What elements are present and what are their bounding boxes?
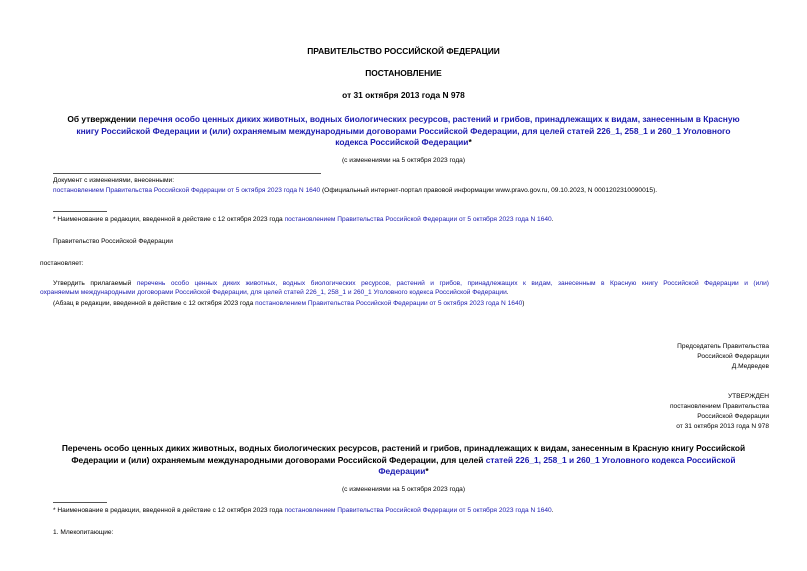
date-number-heading: от 31 октября 2013 года N 978: [342, 90, 465, 100]
approved-block: [469, 392, 769, 432]
changes-rule: [53, 173, 321, 174]
changes-label: Документ с изменениями, внесенными:: [53, 177, 175, 184]
list-amended-note: (с изменениями на 5 октября 2023 года): [341, 486, 466, 493]
title-link-line3[interactable]: кодекса Российской Федерации: [335, 137, 469, 147]
approved-line2: постановлением Правительства: [669, 403, 769, 410]
footnote2: [53, 506, 773, 515]
footnote1-text: * Наименование в редакции, введенной в действие с 12 октября 2023 года: [53, 216, 285, 223]
doc-type-heading: ПОСТАНОВЛЕНИЕ: [365, 68, 442, 78]
footnote2-rule: [53, 502, 107, 503]
title-prefix: Об утверждении: [67, 114, 139, 124]
footnote1-end: .: [551, 216, 554, 223]
title-link-line1[interactable]: перечня особо ценных диких животных, водных биологических ресурсов, растений и грибов, принадлежащих к видам, занесенным в Красную: [138, 114, 740, 124]
approve-link-line2[interactable]: охраняемым международными договорами Российской Федерации, для целей статей 226_1, 258_1 и 260_1 Уголовного кодекса Российской Федерации: [40, 289, 507, 296]
footnote2-text: * Наименование в редакции, введенной в действие с 12 октября 2023 года: [53, 507, 285, 514]
signature-line1: Председатель Правительства: [677, 343, 769, 350]
document-title: [30, 114, 777, 149]
paragraph-note: [53, 299, 773, 308]
approved-line4: от 31 октября 2013 года N 978: [676, 423, 769, 430]
decides-line: постановляет:: [40, 260, 84, 267]
list-title-link-line2[interactable]: статей 226_1, 258_1 и 260_1 Уголовного кодекса Российской: [485, 454, 736, 465]
approve-link-line1[interactable]: перечень особо ценных диких животных, водных биологических ресурсов, растений и грибов, принадлежащих к видам, занесенным в Красную книгу Российской Федерации и (или): [136, 280, 769, 287]
footnote2-end: .: [551, 507, 554, 514]
list-title-link-line3[interactable]: Федерации: [378, 466, 426, 476]
footnote1: [53, 215, 773, 224]
signature-line3: Д.Медведев: [731, 363, 769, 370]
government-heading: ПРАВИТЕЛЬСТВО РОССИЙСКОЙ ФЕДЕРАЦИИ: [307, 46, 500, 56]
section-item1: 1. Млекопитающие:: [53, 529, 114, 536]
title-link-line2[interactable]: книгу Российской Федерации и (или) охраняемым международными договорами Российской Федерации, для целей статей 226_1, 258_1 и 260_1 Уголовного: [76, 125, 731, 136]
changes-link[interactable]: постановлением Правительства Российской Федерации от 5 октября 2023 года N 1640: [53, 187, 321, 194]
paragraph-note-end: ): [522, 300, 525, 307]
approve-paragraph: [40, 279, 769, 297]
signature-line2: Российской Федерации: [697, 353, 769, 360]
paragraph-note-prefix: (Абзац в редакции, введенной в действие с 12 октября 2023 года: [53, 300, 256, 307]
list-title-asterisk: *: [425, 466, 429, 476]
changes-source: [53, 186, 773, 195]
footnote1-link[interactable]: постановлением Правительства Российской Федерации от 5 октября 2023 года N 1640: [284, 216, 552, 223]
list-title-line2-prefix: Федерации и (или) охраняемым международными договорами Российской Федерации, для целей: [71, 454, 486, 465]
approved-line3: Российской Федерации: [697, 413, 769, 420]
changes-source-text: (Официальный интернет-портал правовой информации www.pravo.gov.ru, 09.10.2023, N 0001202310090015).: [320, 187, 658, 194]
title-asterisk: *: [468, 137, 472, 147]
government-line: Правительство Российской Федерации: [53, 238, 173, 245]
list-title: [30, 443, 777, 478]
approve-prefix: Утвердить прилагаемый: [53, 280, 137, 287]
paragraph-note-link[interactable]: постановлением Правительства Российской Федерации от 5 октября 2023 года N 1640: [255, 300, 523, 307]
signature-block: [469, 342, 769, 372]
list-title-line1: Перечень особо ценных диких животных, водных биологических ресурсов, растений и грибов, принадлежащих к видам, занесенным в Красную книгу Российской: [61, 443, 746, 453]
footnote2-link[interactable]: постановлением Правительства Российской Федерации от 5 октября 2023 года N 1640: [284, 507, 552, 514]
footnote1-rule: [53, 211, 107, 212]
amended-note: (с изменениями на 5 октября 2023 года): [341, 157, 466, 164]
approve-end: .: [506, 289, 509, 296]
approved-line1: УТВЕРЖДЕН: [727, 393, 769, 400]
